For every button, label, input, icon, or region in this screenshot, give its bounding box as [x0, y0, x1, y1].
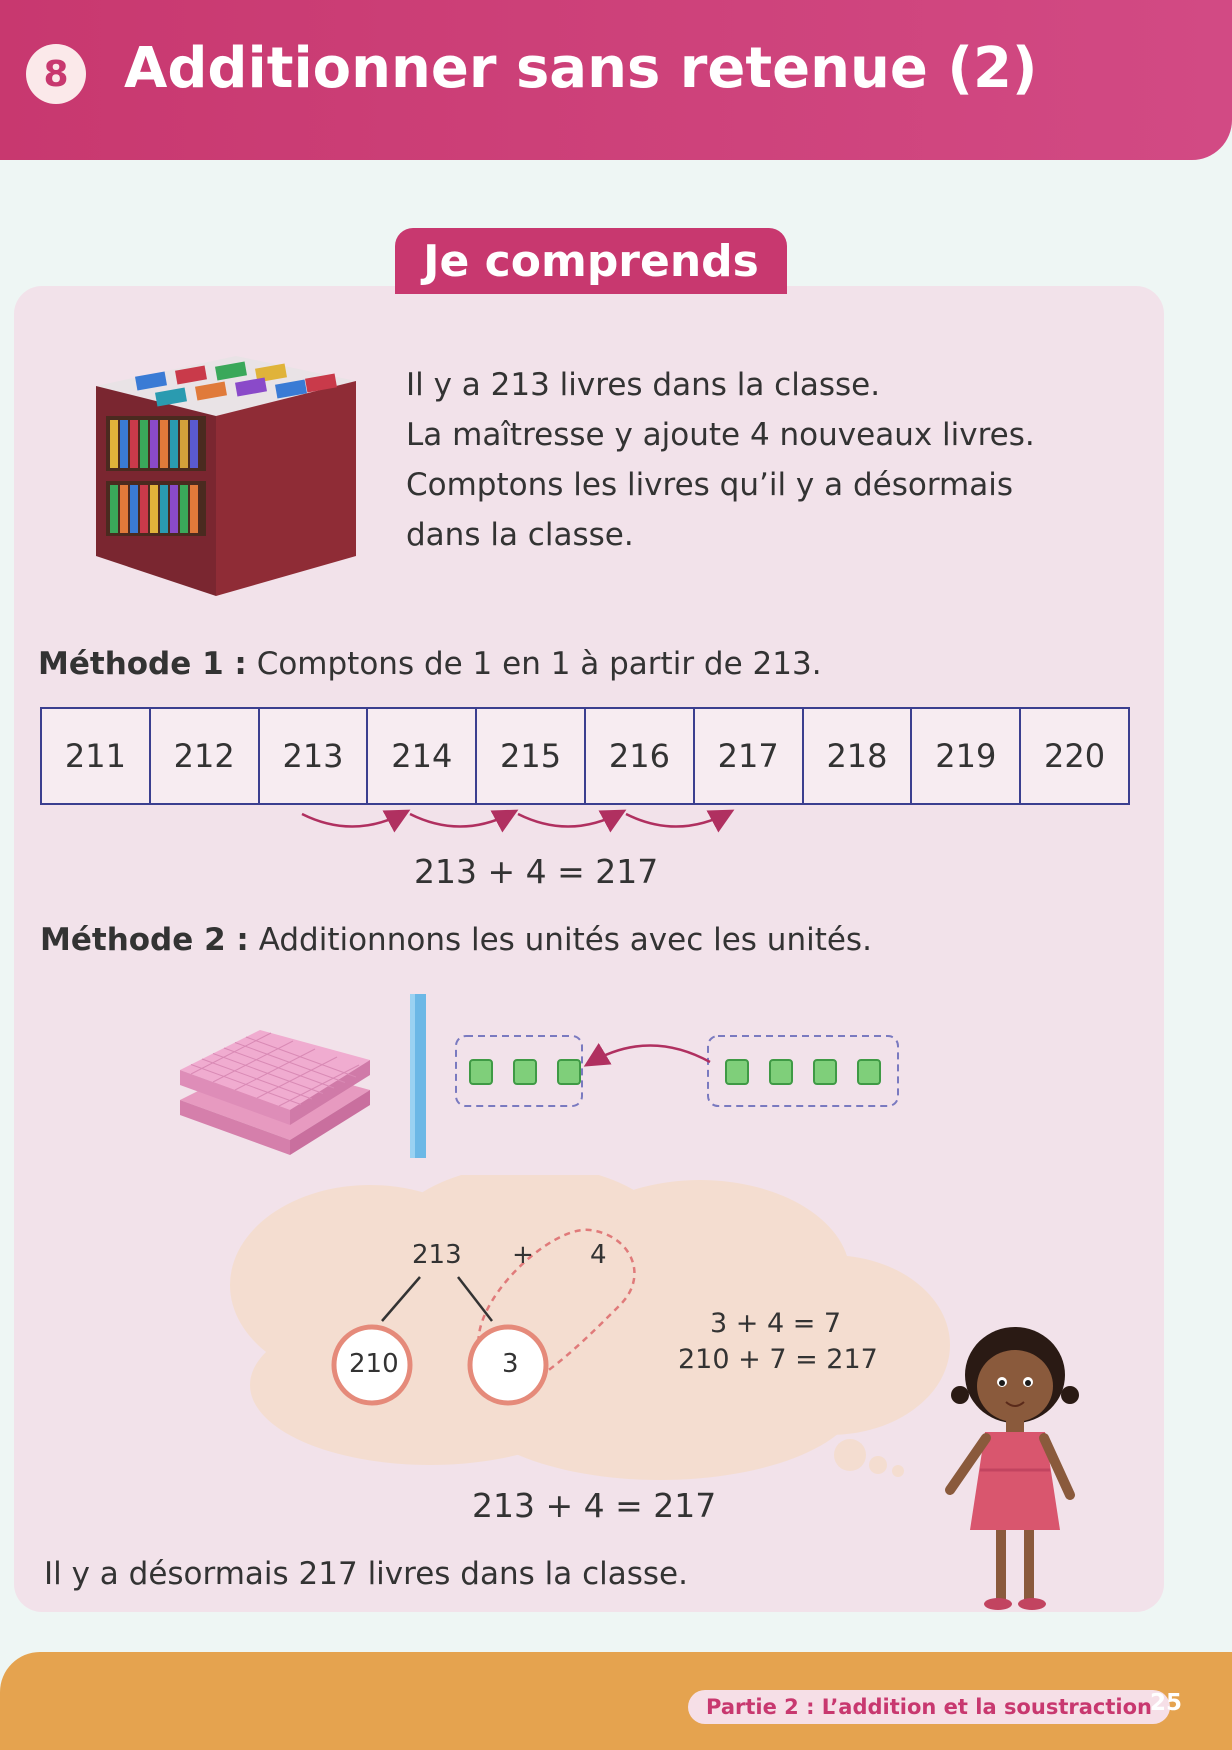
- intro-text: [406, 360, 1035, 560]
- number-line-cell: 216: [586, 709, 695, 803]
- intro-line: Comptons les livres qu’il y a désormais: [406, 467, 1013, 503]
- unit-cube-icon: [814, 1060, 836, 1084]
- method1-heading: [38, 646, 822, 682]
- page-number: 25: [1150, 1690, 1183, 1716]
- number-line-cell: 211: [42, 709, 151, 803]
- method1-equation: 213 + 4 = 217: [414, 852, 659, 891]
- regroup-arrow: [588, 1045, 710, 1064]
- number-line: [40, 707, 1130, 805]
- unit-cube-icon: [726, 1060, 748, 1084]
- girl-illustration: [930, 1320, 1100, 1620]
- decomp-plus: +: [512, 1240, 534, 1270]
- intro-line: Il y a 213 livres dans la classe.: [406, 367, 881, 403]
- number-line-cell: 213: [260, 709, 369, 803]
- lesson-title: Additionner sans retenue (2): [124, 36, 1038, 101]
- method2-label: Méthode 2 :: [40, 922, 249, 958]
- counting-arrows: [290, 800, 750, 850]
- calc-line-1: 3 + 4 = 7: [710, 1308, 842, 1339]
- decomp-right-circle: 3: [502, 1349, 519, 1379]
- units-group-left: [470, 1060, 580, 1084]
- number-line-cell: 214: [368, 709, 477, 803]
- decomp-top-left: 213: [412, 1240, 462, 1270]
- number-line-cell: 218: [804, 709, 913, 803]
- number-line-cell: 219: [912, 709, 1021, 803]
- section-tab: Je comprends: [395, 228, 787, 294]
- ten-rod-icon: [410, 994, 426, 1158]
- unit-cube-icon: [514, 1060, 536, 1084]
- hundreds-flats-icon: [180, 1030, 370, 1155]
- base-ten-blocks: [170, 990, 910, 1170]
- number-line-cell: 215: [477, 709, 586, 803]
- number-line-cell: 217: [695, 709, 804, 803]
- intro-line: dans la classe.: [406, 517, 634, 553]
- method2-heading: [40, 922, 872, 958]
- method1-label: Méthode 1 :: [38, 646, 247, 682]
- number-line-cell: 220: [1044, 737, 1106, 775]
- decomp-left-circle: 210: [349, 1349, 399, 1379]
- unit-cube-icon: [558, 1060, 580, 1084]
- unit-cube-icon: [470, 1060, 492, 1084]
- lesson-number-badge: 8: [26, 44, 86, 104]
- method2-equation: 213 + 4 = 217: [472, 1486, 717, 1525]
- intro-line: La maîtresse y ajoute 4 nouveaux livres.: [406, 417, 1035, 453]
- units-group-right: [726, 1060, 880, 1084]
- unit-cube-icon: [858, 1060, 880, 1084]
- method2-text: Additionnons les unités avec les unités.: [258, 922, 872, 958]
- conclusion-text: Il y a désormais 217 livres dans la classe.: [44, 1556, 688, 1592]
- calc-line-2: 210 + 7 = 217: [678, 1344, 878, 1375]
- method1-text: Comptons de 1 en 1 à partir de 213.: [256, 646, 822, 682]
- number-line-cell: 212: [151, 709, 260, 803]
- bookshelf-illustration: [96, 346, 356, 596]
- decomp-top-right: 4: [590, 1240, 607, 1270]
- unit-cube-icon: [770, 1060, 792, 1084]
- footer-part-label: Partie 2 : L’addition et la soustraction: [688, 1690, 1170, 1724]
- thought-cloud: [230, 1175, 970, 1495]
